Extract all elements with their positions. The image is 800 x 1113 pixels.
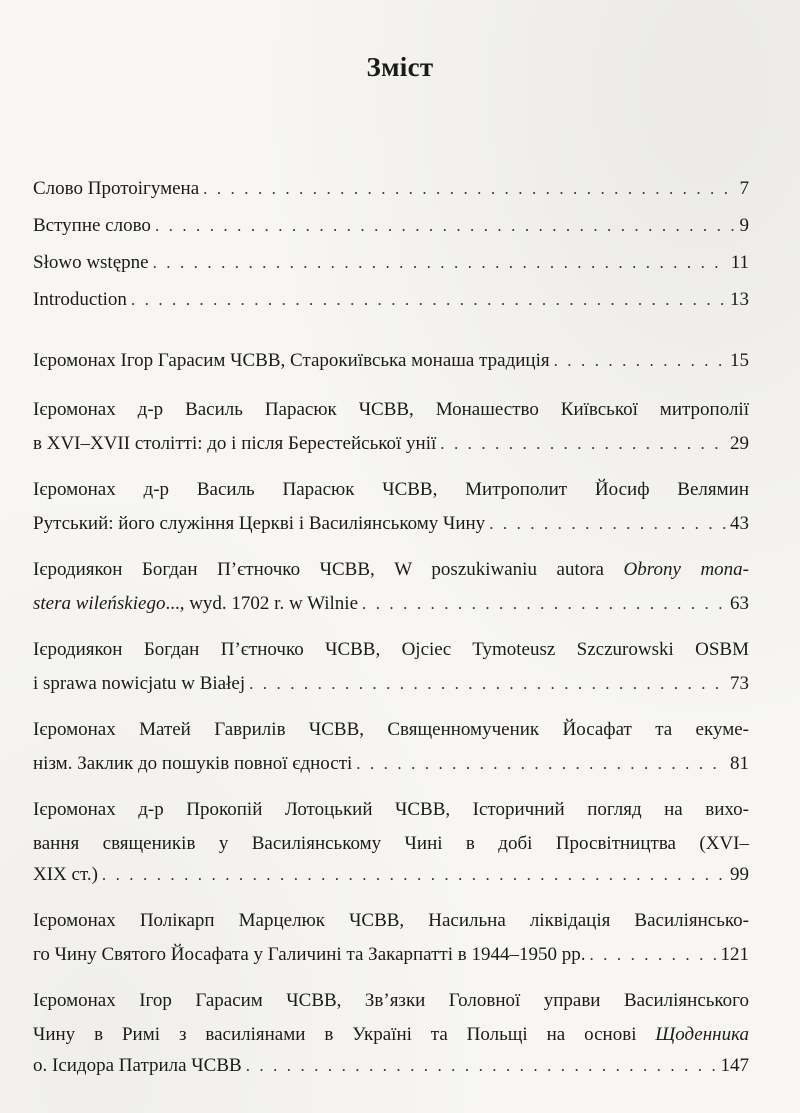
toc-page-number: 63: [730, 593, 749, 614]
toc-page-number: 15: [730, 350, 749, 371]
dot-leader: [102, 859, 726, 890]
toc-page-number: 73: [730, 673, 749, 694]
toc-page-number: 29: [730, 433, 749, 454]
toc-page-number: 9: [739, 215, 749, 236]
dot-leader: [356, 748, 726, 779]
toc-entry-1[interactable]: [33, 342, 749, 379]
toc-entry-line: Ієромонах д-р Василь Парасюк ЧСВВ, Митрополит Йосиф Велямин: [33, 479, 749, 500]
toc-page-number: 13: [730, 289, 749, 310]
toc-page-number: 11: [730, 252, 749, 273]
page-title: Зміст: [366, 52, 434, 82]
dot-leader: [440, 428, 726, 459]
toc-page-number: 121: [720, 944, 749, 965]
dot-leader: [153, 244, 727, 281]
toc-entry-line: XIX ст.): [33, 864, 98, 885]
table-of-contents: [33, 170, 749, 1081]
dot-leader: [589, 939, 716, 970]
toc-entry-front-1[interactable]: [33, 170, 749, 207]
dot-leader: [489, 508, 726, 539]
toc-entry-8[interactable]: [33, 902, 749, 970]
toc-entry-title: Ієромонах Ігор Гарасим ЧСВВ, Старокиївська монаша традиція: [33, 350, 550, 371]
toc-entry-line: го Чину Святого Йосафата у Галичині та Закарпатті в 1944–1950 рр.: [33, 944, 586, 965]
toc-entry-front-2[interactable]: [33, 207, 749, 244]
toc-entry-text: ..., wyd. 1702 r. w Wilnie: [165, 593, 359, 614]
toc-entry-6[interactable]: [33, 711, 749, 779]
toc-entry-line: Ієромонах Матей Гаврилів ЧСВВ, Священномученик Йосафат та екуме-: [33, 719, 749, 740]
toc-entry-line: в XVI–XVII столітті: до і після Берестейської унії: [33, 433, 437, 454]
toc-entry-italic-title: Щоденника: [655, 1024, 749, 1045]
toc-entry-line: Ієромонах Полікарп Марцелюк ЧСВВ, Насильна ліквідація Василіянсько-: [33, 910, 749, 931]
toc-entry-line: [33, 551, 749, 588]
toc-entry-text: Чину в Римі з василіянами в Україні та Польщі на основі: [33, 1024, 656, 1045]
toc-entry-italic-title: stera wileńskiego: [33, 593, 166, 614]
toc-entry-line: вання священиків у Василіянському Чині в добі Просвітництва (XVI–: [33, 833, 749, 854]
toc-entry-line: нізм. Заклик до пошуків повної єдності: [33, 753, 353, 774]
toc-entry-line: Ієромонах д-р Прокопій Лотоцький ЧСВВ, Історичний погляд на вихо-: [33, 799, 749, 820]
group-spacer: [33, 318, 749, 342]
toc-page-number: 7: [739, 178, 749, 199]
toc-page-number: 99: [730, 864, 749, 885]
toc-entry-3[interactable]: [33, 471, 749, 539]
toc-page-number: 147: [720, 1055, 749, 1076]
toc-page-number: 43: [730, 513, 749, 534]
toc-entry-line: Рутський: його служіння Церкві і Василіянському Чину: [33, 513, 486, 534]
toc-entry-9[interactable]: [33, 982, 749, 1081]
toc-entry-title: Introduction: [33, 289, 127, 310]
dot-leader: [246, 1050, 717, 1081]
toc-entry-line: Ієромонах д-р Василь Парасюк ЧСВВ, Монашество Київської митрополії: [33, 399, 749, 420]
toc-entry-7[interactable]: [33, 791, 749, 890]
dot-leader: [362, 588, 726, 619]
toc-entry-front-3[interactable]: [33, 244, 749, 281]
toc-entry-line: [33, 588, 358, 619]
toc-page-number: 81: [730, 753, 749, 774]
toc-entry-front-4[interactable]: [33, 281, 749, 318]
toc-entry-line: Ієромонах Ігор Гарасим ЧСВВ, Зв’язки Головної управи Василіянського: [33, 990, 749, 1011]
toc-entry-title: Слово Протоігумена: [33, 178, 200, 199]
toc-entry-4[interactable]: [33, 551, 749, 619]
dot-leader: [155, 207, 736, 244]
toc-entry-text: Ієродиякон Богдан П’єтночко ЧСВВ, W poszukiwaniu autora: [33, 559, 624, 580]
toc-entry-line: [33, 1019, 749, 1050]
toc-entry-italic-title: Obrony mona-: [623, 559, 749, 580]
dot-leader: [554, 342, 726, 379]
toc-entry-5[interactable]: [33, 631, 749, 699]
dot-leader: [131, 281, 726, 318]
toc-entry-line: Ієродиякон Богдан П’єтночко ЧСВВ, Ojciec Tymoteusz Szczurowski OSBM: [33, 639, 749, 660]
toc-entry-line: i sprawa nowicjatu w Białej: [33, 673, 246, 694]
toc-entry-line: о. Ісидора Патрила ЧСВВ: [33, 1055, 242, 1076]
dot-leader: [249, 668, 726, 699]
toc-entry-2[interactable]: [33, 391, 749, 459]
toc-entry-title: Вступне слово: [33, 215, 151, 236]
toc-entry-title: Słowo wstępne: [33, 252, 149, 273]
dot-leader: [203, 170, 735, 207]
